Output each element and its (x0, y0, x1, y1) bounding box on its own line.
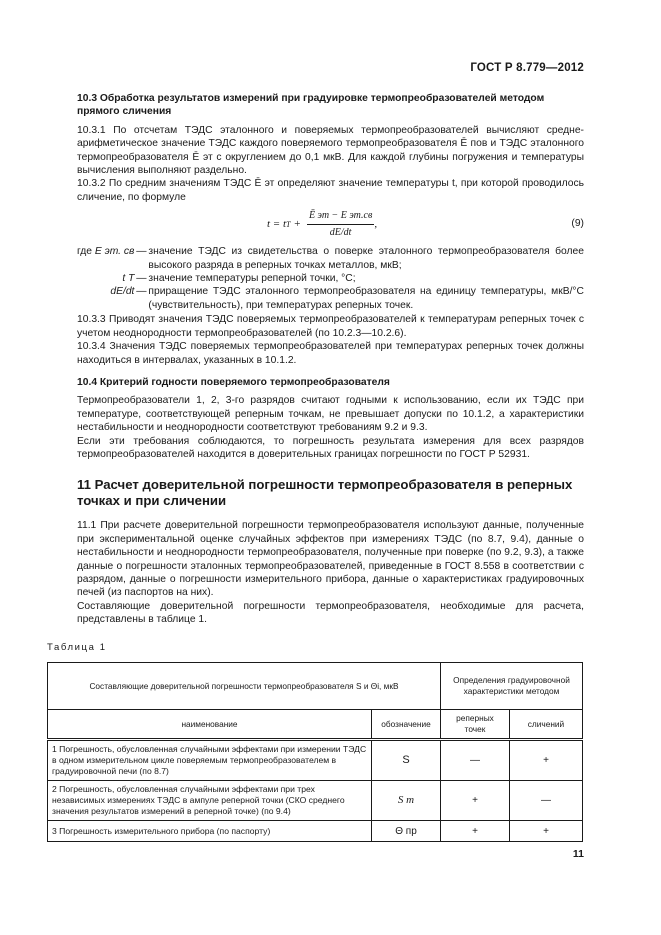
table-cell-fixed: + (441, 781, 510, 821)
table-col-fixed-points: реперных точек (441, 710, 510, 740)
table-cell-name: 3 Погрешность измерительного прибора (по паспорту) (48, 821, 372, 842)
table-subheader-row (48, 710, 583, 740)
table-row (48, 781, 583, 821)
table-col-comparison: сличений (510, 710, 583, 740)
definition-row (77, 245, 584, 272)
definition-symbol-text: t Т (122, 273, 135, 285)
formula-lhs-sub: Т (286, 219, 291, 229)
definition-row (77, 285, 584, 312)
where-word: где (77, 246, 93, 258)
standard-code: ГОСТ Р 8.779—2012 (470, 62, 584, 74)
table-cell-fixed: — (441, 740, 510, 781)
definition-dash: — (136, 273, 147, 285)
table-head-method: Определения градуировочной характеристики методом (441, 663, 583, 710)
table-col-name: наименование (48, 710, 372, 740)
table-col-symbol: обозначение (372, 710, 441, 740)
paragraph-10-4-2: Если эти требования соблюдаются, то погрешность результата измерения для всех разрядов термопреобразователей находится в доверительных границах погрешности по ГОСТ Р 52931. (77, 435, 584, 460)
paragraph-10-3-4: 10.3.4 Значения ТЭДС поверяемых термопреобразователей при температурах реперных точек должны находиться в интервалах, указанных в 10.1.2. (77, 341, 584, 366)
formula-numerator: Ē эт − E эт.св (307, 209, 374, 224)
symbol-definitions (77, 245, 584, 312)
table-cell-compare: — (510, 781, 583, 821)
paragraph-10-4-1: Термопреобразователи 1, 2, 3-го разрядов считают годными к использованию, если их ТЭДС при температуре, соответствующей реперным точкам, не превышает допуски по 10.1.2, а характеристики нестабильности и неоднородности соответствуют требованиям 9.2 и 9.3. (77, 395, 584, 434)
table-cell-fixed: + (441, 821, 510, 842)
formula-fraction (307, 209, 374, 239)
formula-9 (77, 207, 584, 241)
table-cell-symbol: Θ пр (372, 821, 441, 842)
paragraph-10-3-2: 10.3.2 По средним значениям ТЭДС Ē эт определяют значение температуры t, при которой проводилось сличение, по формуле (77, 178, 584, 203)
table-cell-compare: + (510, 821, 583, 842)
definition-row (77, 272, 584, 285)
paragraph-10-3-1: 10.3.1 По отсчетам ТЭДС эталонного и поверяемых термопреобразователей вычисляют средне-арифметическое значение ТЭДС каждого поверяемого термопреобразователя Ē пов и ТЭДС эталонного термопреобразователя Ē эт с округлением до 0,1 мкВ. Для каждой глубины погружения и температуры вычисления выполняют раздельно. (77, 124, 584, 177)
table-cell-symbol: S т (372, 781, 441, 821)
paragraph-11-2: Составляющие доверительной погрешности термопреобразователя, необходимые для расчета, представлены в таблице 1. (77, 600, 584, 626)
definition-symbol-text: dE/dt (110, 286, 135, 298)
heading-11: 11 Расчет доверительной погрешности термопреобразователя в реперных точках и при сличении (77, 477, 573, 509)
table-cell-name: 2 Погрешность, обусловленная случайными эффектами при трех независимых измерениях ТЭДС в ампуле реперной точки (СКО среднего значения результатов измерений в реперной точке) (по 9.4) (48, 781, 372, 821)
definition-text: значение ТЭДС из свидетельства о поверке эталонного термопреобразователя более высокого разряда в реперных точках металлов, мкВ; (148, 246, 584, 271)
formula-body: t = t Т + $\frac{\text{Ē эт − E эт.св}}{dE/dt}$ , (267, 210, 378, 238)
definition-symbol (77, 272, 134, 285)
definition-symbol (77, 245, 134, 272)
definition-dash: — (136, 246, 147, 258)
page-number: 11 (572, 848, 584, 860)
paragraph-11-1: 11.1 При расчете доверительной погрешности термопреобразователя используют данные, полученные при экспериментальной оценке случайных эффектов при измерениях ТЭДС (по 8.7, 9.4), данные о нестабильности и неоднородности термопреобразователя, полученные при поверке (по 9.2, 9.3), а также данные о погрешности эталонных термопреобразователей, приведенные в ГОСТ 8.558 в соответствии с разрядом, данные о погрешности измерительного прибора, данные о характеристиках градуировочных печей (из паспортов на них). (77, 520, 584, 599)
table-cell-compare: + (510, 740, 583, 781)
definition-symbol-text: E эт. св (94, 246, 135, 258)
table-label: Таблица 1 (47, 641, 107, 653)
paragraph-10-3-3: 10.3.3 Приводят значения ТЭДС поверяемых термопреобразователей к температурам реперных точек с учетом неоднородности термопреобразователей (по 10.2.3—10.2.6). (77, 314, 584, 339)
table-head-components: Составляющие доверительной погрешности термопреобразователя S и Θi, мкВ (48, 663, 441, 710)
page-content (47, 92, 584, 842)
formula-denominator: dE/dt (329, 226, 352, 238)
definition-dash: — (136, 286, 147, 298)
equation-number: (9) (571, 218, 584, 230)
table-cell-name: 1 Погрешность, обусловленная случайными эффектами при измерении ТЭДС в одном измерительном цикле поверяемым термопреобразователем в градуировочной печи (по 8.7) (48, 740, 372, 781)
heading-10-4: 10.4 Критерий годности поверяемого термопреобразователя (77, 376, 390, 388)
formula-plus: + (293, 217, 301, 230)
table-header-row (48, 663, 583, 710)
definition-symbol (77, 285, 134, 312)
definition-text: приращение ТЭДС эталонного термопреобразователя на единицу температуры, мкВ/°С (чувствительность), при температурах реперных точек. (148, 286, 584, 311)
table-1 (47, 662, 583, 842)
table-cell-symbol: S (372, 740, 441, 781)
formula-lhs: t = t (267, 217, 287, 230)
definition-text: значение температуры реперной точки, °С; (148, 273, 356, 285)
heading-10-3: 10.3 Обработка результатов измерений при градуировке термопреобразователей методом прямого сличения (77, 93, 545, 118)
table-row (48, 740, 583, 781)
table-row (48, 821, 583, 842)
